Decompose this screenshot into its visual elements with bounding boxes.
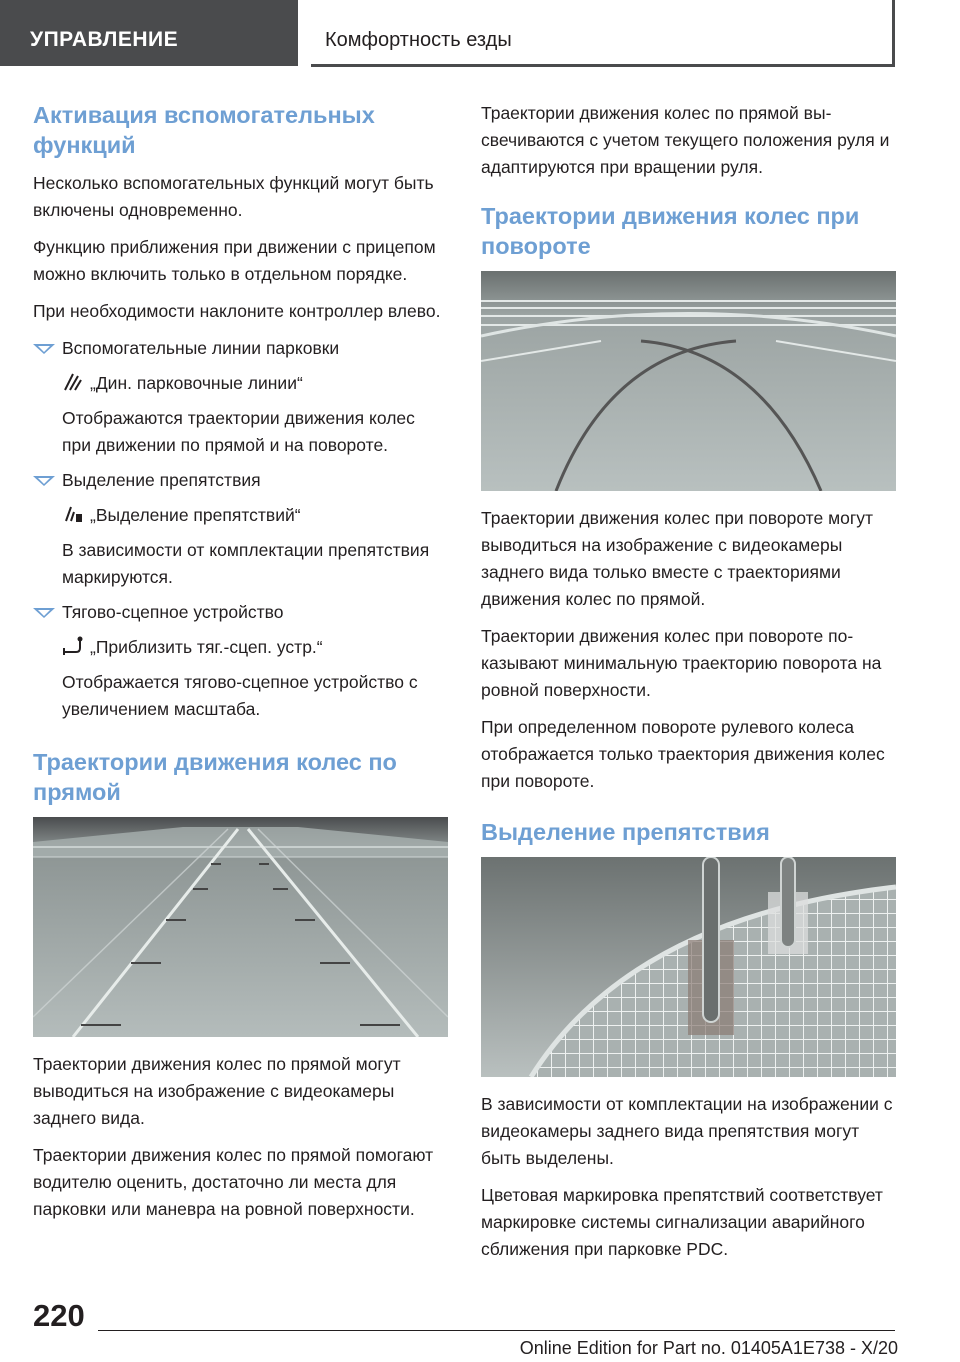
bullet-label: Тягово-сцепное устройство [62,602,284,622]
paragraph: Цветовая маркировка препятствий соответствует маркировке системы сигнализации аварийного сближения при парковке PDC. [481,1185,883,1259]
page-number: 220 [33,1298,85,1333]
obstacle-highlight-illustration [481,857,896,1077]
paragraph: Траектории движения колес при повороте могут выводиться на изображение с видеокамеры заднего вида только вместе с траекториями движения колес по прямой. [481,508,874,609]
bullet-description: Отображаются траектории движения колес при движении по прямой и на повороте. [62,408,415,455]
heading-activation: Активация вспомогательных функций [33,102,375,158]
bullet-triangle-icon [33,476,55,486]
straight-trajectory-illustration [33,817,448,1037]
menu-item-parking-lines[interactable] [33,370,448,397]
paragraph: Траектории движения колес по прямой высвечиваются с учетом текущего положения руля и адаптируются при вращении руля. [481,103,890,177]
bullet-label: Выделение препятствия [62,470,261,490]
paragraph: Траектории движения колес при повороте показывают минимальную траекторию поворота на ровной поверхности. [481,626,882,700]
paragraph: При необходимости наклоните контроллер влево. [33,301,441,321]
bullet-item [33,467,448,494]
header-section-title: УПРАВЛЕНИЕ [30,28,179,51]
parking-lines-icon [62,372,84,392]
footer-edition: Online Edition for Part no. 01405A1E738 - X/20 [519,1338,898,1358]
menu-item-label: „Дин. парковочные линии“ [90,373,303,393]
header-chapter-box [311,0,895,67]
menu-item-label: „Выделение препятствий“ [90,505,301,525]
bullet-description: Отображается тягово-сцепное устройство с увеличением масштаба. [62,672,418,719]
heading-turn-trajectories: Траектории движения колес при повороте [481,203,860,259]
paragraph: Функцию приближения при движении с прицепом можно включить только в отдельном порядке. [33,237,436,284]
obstacle-marking-icon [62,504,84,524]
bullet-label: Вспомогательные линии парковки [62,338,340,358]
bullet-item [33,335,448,362]
tow-hitch-icon [62,636,84,656]
paragraph: В зависимости от комплектации на изображении с видеокамеры заднего вида препятствия могут быть выделены. [481,1094,893,1168]
heading-straight-trajectories: Траектории движения колес по прямой [33,749,397,805]
bullet-triangle-icon [33,608,55,618]
bullet-triangle-icon [33,344,55,354]
heading-obstacle-highlight: Выделение препятствия [481,819,770,845]
menu-item-obstacle-highlight[interactable] [33,502,448,529]
header-chapter-title: Комфортность езды [325,29,512,51]
bullet-item [33,599,448,626]
paragraph: При определенном повороте рулевого колеса отображается только траектория движения колес при повороте. [481,717,885,791]
menu-item-tow-hitch-zoom[interactable] [33,634,448,661]
paragraph: Траектории движения колес по прямой могут выводиться на изображение с видеокамеры заднего вида. [33,1054,401,1128]
paragraph: Несколько вспомогательных функций могут быть включены одновременно. [33,173,434,220]
bullet-description: В зависимости от комплектации препятствия маркируются. [62,540,430,587]
header-section-tab [0,0,298,66]
turn-trajectory-illustration [481,271,896,491]
menu-item-label: „Приблизить тяг.-сцеп. устр.“ [90,637,323,657]
paragraph: Траектории движения колес по прямой помогают водителю оценить, достаточно ли места для парковки или маневра на ровной поверхности. [33,1145,434,1219]
left-column [33,100,448,1233]
footer-divider [98,1330,895,1331]
right-column [481,100,896,1273]
